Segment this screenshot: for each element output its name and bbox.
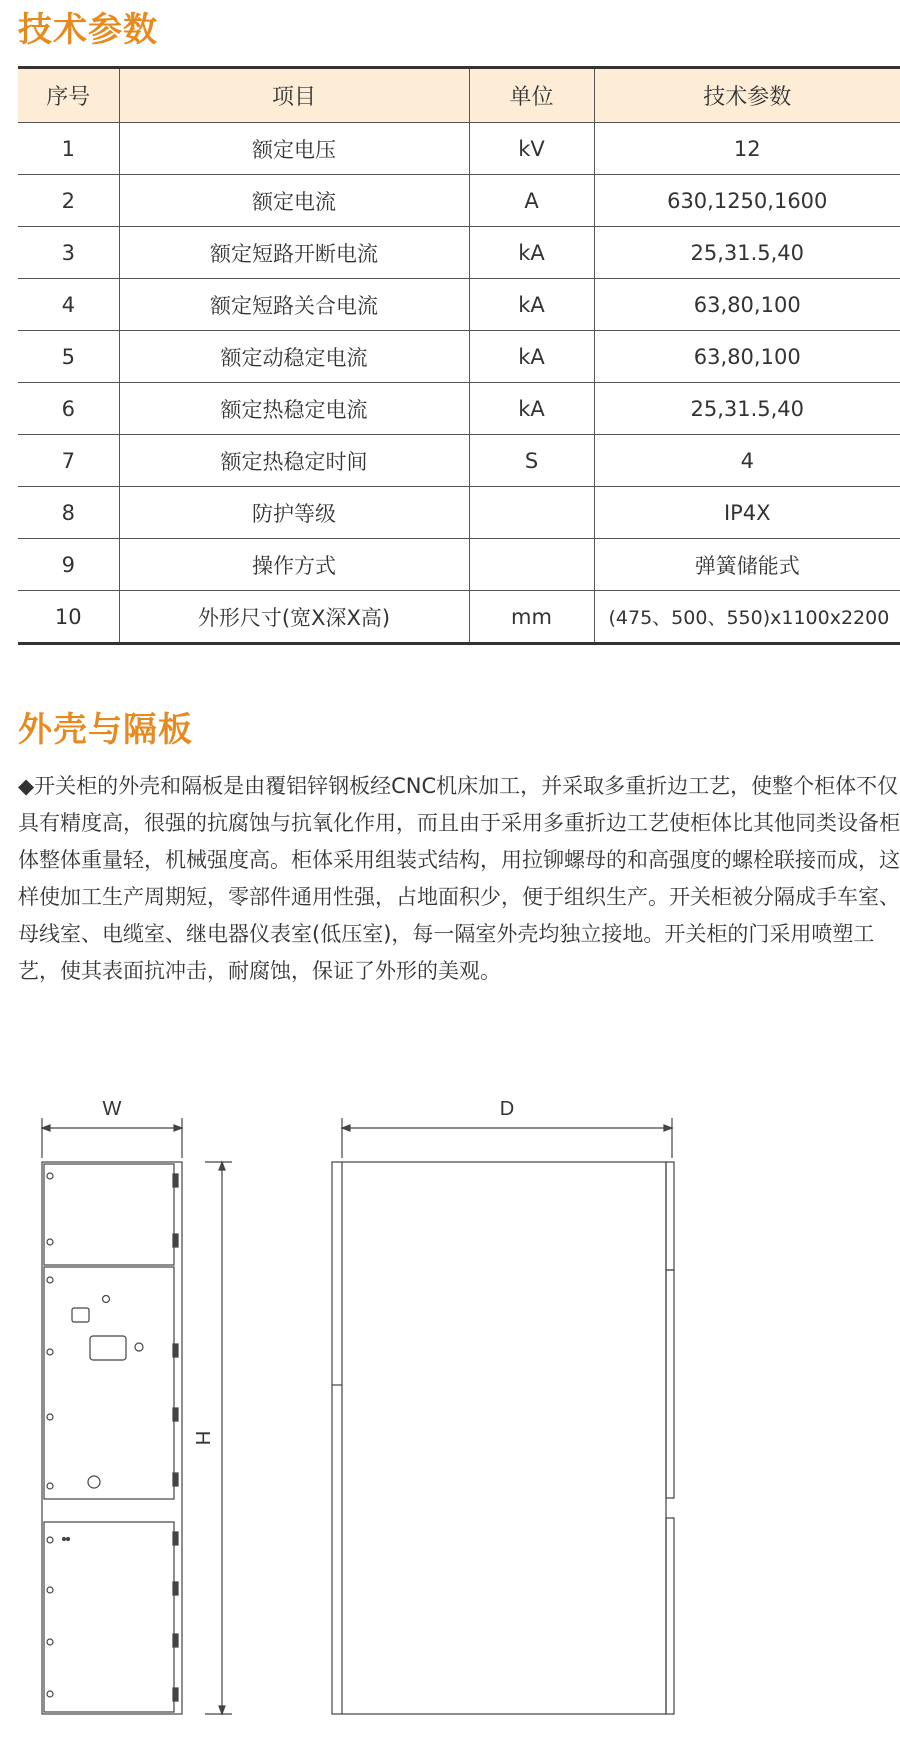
cell-value: (475、500、550)x1100x2200: [594, 591, 900, 644]
cell-unit: kV: [469, 123, 594, 175]
table-row: [18, 123, 900, 175]
cell-index: 7: [18, 435, 119, 487]
front-view: [42, 1118, 232, 1714]
table-row: [18, 435, 900, 487]
table-row: [18, 331, 900, 383]
table-row: [18, 383, 900, 435]
table-row: [18, 175, 900, 227]
cell-unit: kA: [469, 383, 594, 435]
header-unit: 单位: [469, 68, 594, 123]
cell-unit: A: [469, 175, 594, 227]
table-row: [18, 227, 900, 279]
cell-index: 10: [54, 604, 82, 629]
cell-value: 63,80,100: [594, 279, 900, 331]
cell-item: 额定电压: [119, 123, 469, 175]
table-row: [18, 279, 900, 331]
cell-unit: [469, 539, 594, 591]
cell-value: 25,31.5,40: [594, 227, 900, 279]
table-row: [18, 539, 900, 591]
depth-label: D: [499, 1098, 515, 1120]
cell-item: 额定热稳定电流: [119, 383, 469, 435]
cell-index: 3: [18, 227, 119, 279]
cell-value: 63,80,100: [594, 331, 900, 383]
cabinet-dimension-diagram: [0, 1090, 900, 1748]
cell-index: 8: [18, 487, 119, 539]
header-index: 序号: [18, 68, 119, 123]
header-item: 项目: [119, 68, 469, 123]
header-value: 技术参数: [594, 68, 900, 123]
cell-unit: [469, 487, 594, 539]
cell-value: 630,1250,1600: [594, 175, 900, 227]
table-row: [18, 591, 900, 644]
cell-item: 防护等级: [119, 487, 469, 539]
height-label: H: [191, 1430, 213, 1446]
width-label: W: [102, 1098, 122, 1120]
cell-unit: kA: [469, 331, 594, 383]
cell-unit: kA: [469, 227, 594, 279]
cell-item: 额定短路关合电流: [119, 279, 469, 331]
cell-item: 外形尺寸(宽X深X高): [119, 591, 469, 644]
cell-index: 2: [18, 175, 119, 227]
cell-value: 4: [594, 435, 900, 487]
cell-unit: mm: [469, 591, 594, 644]
cell-value: 12: [594, 123, 900, 175]
shell-description: ◆开关柜的外壳和隔板是由覆铝锌钢板经CNC机床加工，并采取多重折边工艺，使整个柜体不仅具有精度高，很强的抗腐蚀与抗氧化作用，而且由于采用多重折边工艺使柜体比其他同类设备柜体整体重量轻，机械强度高。柜体采用组装式结构，用拉铆螺母的和高强度的螺栓联接而成，这样使加工生产周期短，零部件通用性强，占地面积少，便于组织生产。开关柜被分隔成手车室、母线室、电缆室、继电器仪表室(低压室)，每一隔室外壳均独立接地。开关柜的门采用喷塑工艺，使其表面抗冲击，耐腐蚀，保证了外形的美观。: [18, 774, 900, 983]
cell-unit: S: [469, 435, 594, 487]
cell-item: 额定电流: [119, 175, 469, 227]
cell-item: 操作方式: [119, 539, 469, 591]
cell-index: 1: [18, 123, 119, 175]
section-title-tech-params: 技术参数: [18, 10, 158, 50]
spec-table: [18, 66, 900, 645]
cell-item: 额定动稳定电流: [119, 331, 469, 383]
table-header-row: [18, 68, 900, 123]
cell-index: 4: [18, 279, 119, 331]
table-row: [18, 487, 900, 539]
section-title-shell: 外壳与隔板: [18, 710, 193, 750]
side-view: [332, 1118, 674, 1714]
cell-index: 9: [18, 539, 119, 591]
cell-index: 5: [18, 331, 119, 383]
cell-item: 额定短路开断电流: [119, 227, 469, 279]
cell-item: 额定热稳定时间: [119, 435, 469, 487]
cell-unit: kA: [469, 279, 594, 331]
cell-value: 弹簧储能式: [594, 539, 900, 591]
cell-index: 6: [18, 383, 119, 435]
cell-value: 25,31.5,40: [594, 383, 900, 435]
cell-value: IP4X: [594, 487, 900, 539]
